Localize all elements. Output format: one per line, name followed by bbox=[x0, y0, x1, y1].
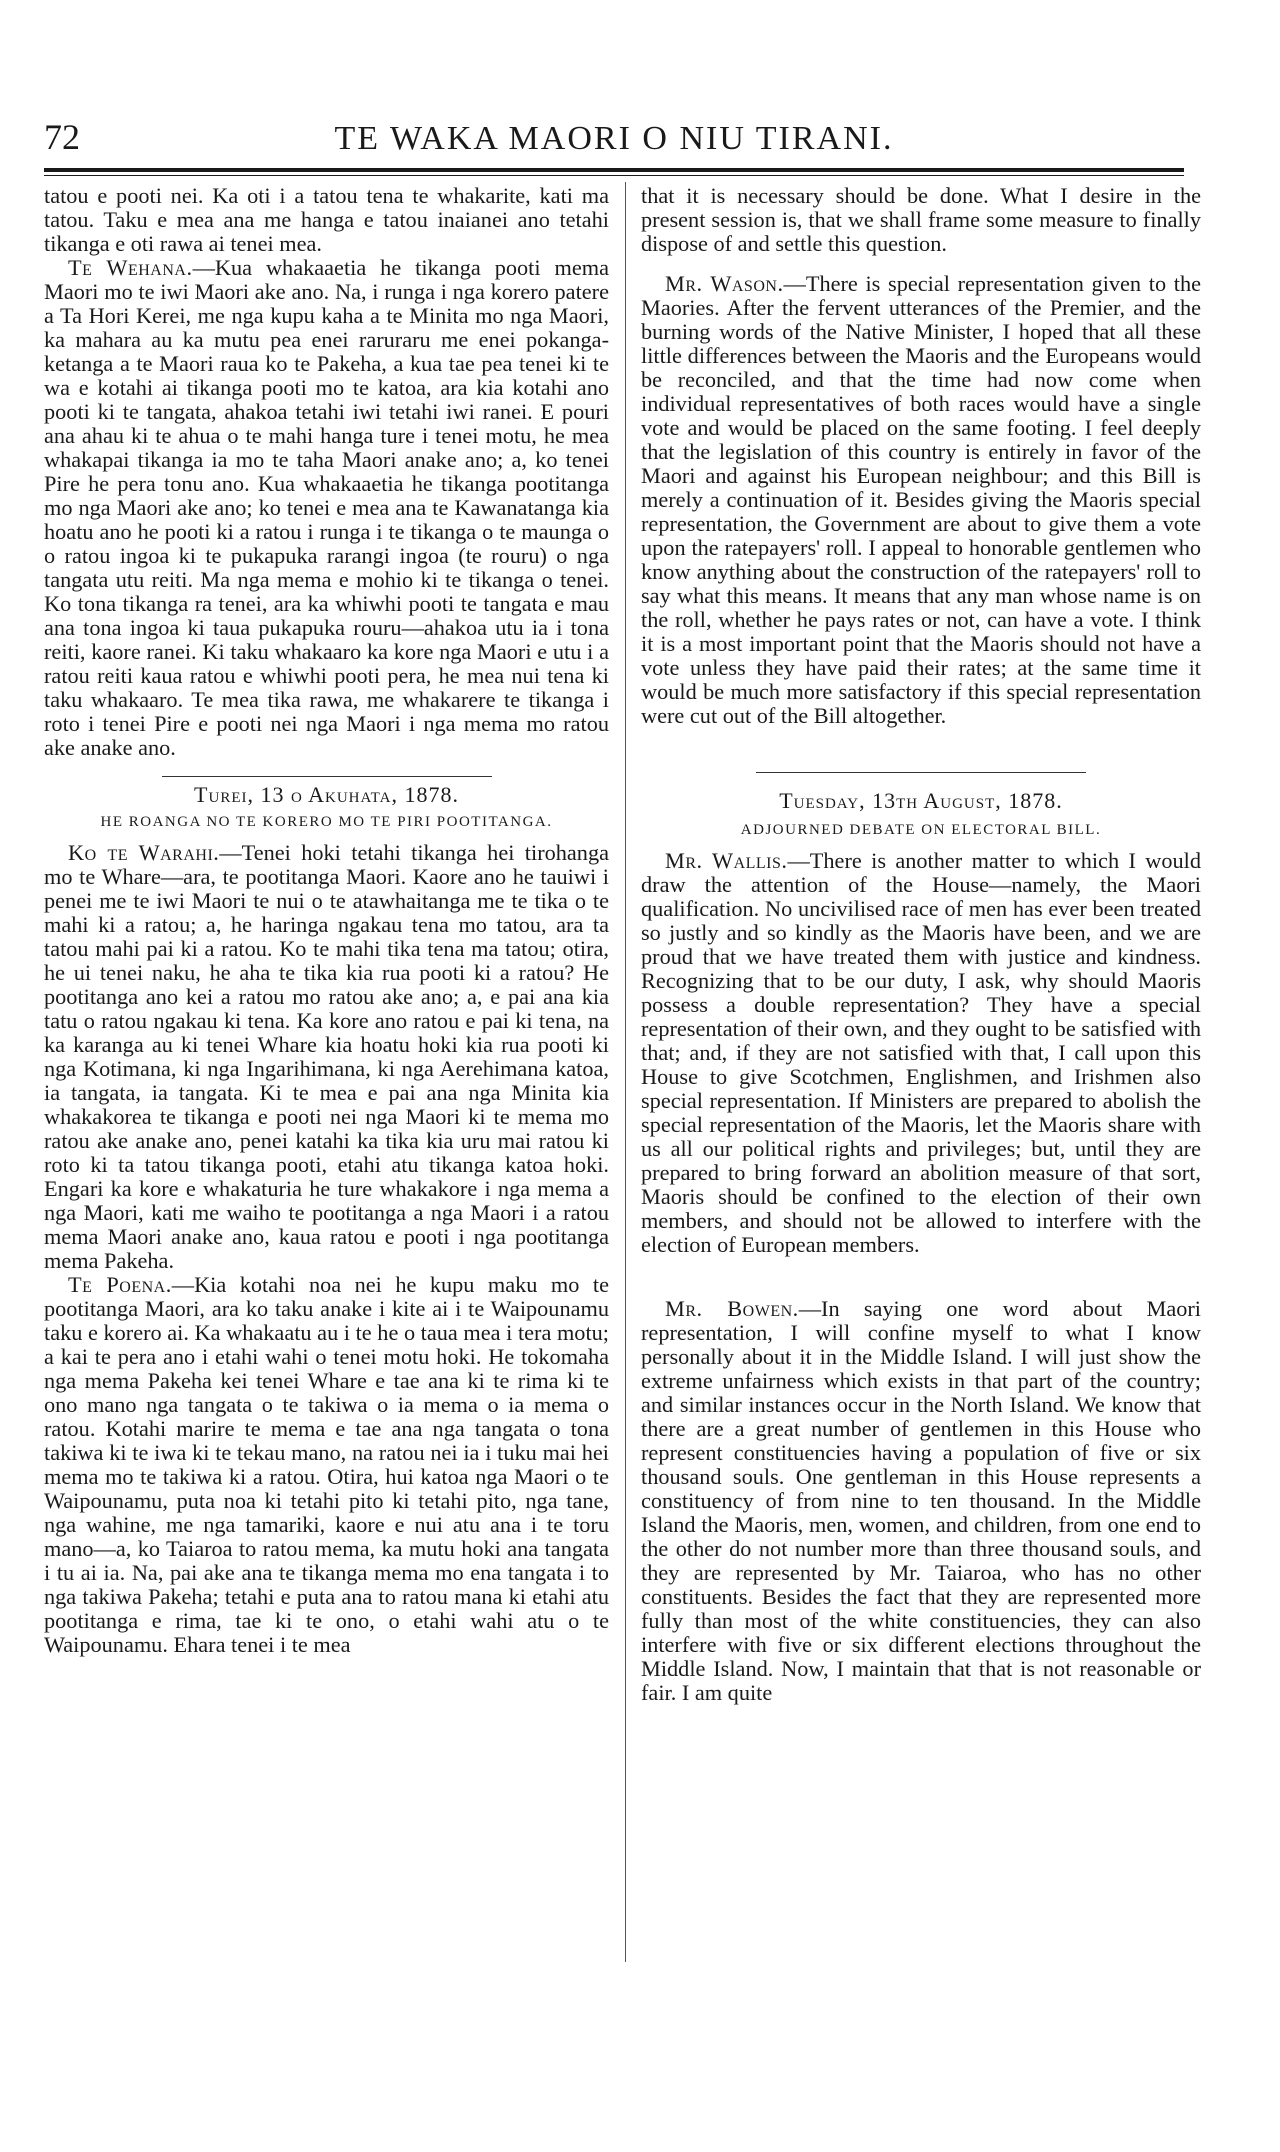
page-number: 72 bbox=[44, 117, 80, 157]
left-column bbox=[44, 184, 609, 1657]
speaker-name: Te Poena. bbox=[68, 1272, 172, 1297]
sub-heading: HE ROANGA NO TE KORERO MO TE PIRI POOTITANGA. bbox=[100, 814, 553, 830]
date-heading: Turei, 13 o Akuhata, 1878. bbox=[194, 782, 459, 807]
right-paragraph-2 bbox=[641, 272, 1201, 728]
speech-text: —There is special representation given to the Maories. After the fervent utterances of the Premier, and the burning words of the Native Minister, I hoped that all these little differences between the Maoris and the Europeans would be reconciled, and that the time had now come when individual representatives of both races would have a single vote and would be placed on the same footing. I feel deeply that the legislation of this country is entirely in favor of the Maori and against his European neighbour; and this Bill is merely a continuation of it. Besides giving the Maoris special representation, the Government are about to give them a vote upon the ratepayers' roll. I appeal to honorable gentlemen who know anything about the construction of the ratepayers' roll to say what this means. It means that any man whose name is on the roll, whether he pays rates or not, can have a vote. I think it is a most important point that the Maoris should not have a vote unless they have paid their rates; at the same time it would be much more satisfactory if this special representation were cut out of the Bill altogether. bbox=[641, 271, 1201, 728]
speaker-name: Mr. Bowen. bbox=[665, 1296, 799, 1321]
left-paragraph-4 bbox=[44, 1273, 609, 1657]
column-divider bbox=[625, 182, 626, 1962]
section-rule bbox=[162, 776, 492, 777]
speech-text: —In saying one word about Maori representation, I will confine myself to what I know personally about it in the Middle Island. I will just show the extreme unfairness which exists in that part of the country; and similar instances occur in the North Island. We know that there are a great number of gentlemen in this House who represent constituencies having a population of five or six thousand souls. One gentleman in this House represents a constituency of from nine to ten thousand. In the Middle Island the Maoris, men, women, and children, from one end to the other do not number more than three thousand souls, and they are represented by Mr. Taiaroa, who has no other constituents. Besides the fact that they are represented more fully than most of the white constituencies, they can also interfere with five or six different elections throughout the Middle Island. Now, I maintain that that is not reasonable or fair. I am quite bbox=[641, 1296, 1202, 1705]
speaker-name: Ko te Warahi. bbox=[68, 840, 220, 865]
header-rule-thick bbox=[44, 168, 1184, 172]
speech-text: —Tenei hoki tetahi tikanga hei tirohanga mo te Whare—ara, te pootitanga Maori. Kaore ano he tauiwi i penei me te iwi Maori te nui o te atawhaitanga me te tika o te mahi ki a ratou; a, he haringa ngakau tena mo tatou, ara ta tatou mahi pai ki a ratou. Ko te mahi tika tena ma tatou; otira, he ui tenei naku, he aha te tika kia rua pooti ki a ratou? He pootitanga ano kei a ratou mo ratou ake ano; a, e pai ana kia tatu o ratou ngakau ki tena. Ka kore ano ratou e pai ki tena, na ka karanga au ki tenei Whare kia hoatu hoki kia rua pooti ki nga Kotimana, ki nga Ingarihimana, ki nga Aerehimana katoa, ia tangata, ia tangata. Ki te mea e pai ana nga Minita kia whakakorea te tikanga e pooti nei nga Maori ki te mema mo ratou ake anake ano, penei katahi ka tika kia uru mai ratou ki roto ki ta tatou tikanga pooti, etahi atu tikanga katoa hoki. Engari ka kore e whakaturia he ture whakakore i nga mema a nga Maori, kati me waiho te pootitanga a nga Maori i a ratou mema Maori anake ano, kaua ratou e pooti i nga pootitanga mema Pakeha. bbox=[44, 840, 610, 1273]
header-rule-thin bbox=[44, 175, 1184, 176]
left-paragraph-3 bbox=[44, 841, 609, 1273]
speaker-name: Te Wehana. bbox=[68, 255, 193, 280]
right-paragraph-3 bbox=[641, 849, 1201, 1257]
running-title: TE WAKA MAORI O NIU TIRANI. bbox=[334, 120, 894, 157]
date-heading: Tuesday, 13th August, 1878. bbox=[779, 788, 1063, 813]
speech-text: —Kia kotahi noa nei he kupu maku mo te pootitanga Maori, ara ko taku anake i kite ai i te Waipounamu taku e korero ai. Ka whakaatu au i te he o taua mea i tera motu; a kai te pera ano i etahi wahi o tenei motu hoki. He tokomaha nga mema Pakeha kei tenei Whare e tae ana ki te rima ki te ono mano nga tangata o te takiwa o ia mema o ia mema o ratou. Kotahi marire te mema e tae ana nga tangata o tona takiwa ki te iwa ki te tekau mano, na ratou nei ia i tuku mai hei mema mo te takiwa ki a ratou. Otira, hui katoa nga Maori o te Waipounamu, puta noa ki tetahi pito ki tetahi pito, nga tane, nga wahine, me nga tamariki, kaore e nui atu ana i te toru mano—a, ko Taiaroa to ratou mema, ka mutu hoki ana tangata i tu ai ia. Na, pai ake ana te tikanga mema mo ena tangata i to nga takiwa Pakeha; tetahi e puta ana to ratou mana ki etahi atu pootitanga e rima, tae ki te ono, o etahi wahi atu o te Waipounamu. Ehara tenei i te mea bbox=[44, 1272, 609, 1657]
sub-heading: ADJOURNED DEBATE ON ELECTORAL BILL. bbox=[740, 822, 1102, 838]
left-paragraph-2 bbox=[44, 256, 609, 760]
right-column bbox=[641, 184, 1201, 1705]
section-rule bbox=[756, 772, 1086, 773]
right-paragraph-1: that it is necessary should be done. What I desire in the present session is, that we shall frame some measure to finally dispose of and settle this question. bbox=[641, 183, 1201, 256]
speaker-name: Mr. Wason. bbox=[665, 271, 784, 296]
left-paragraph-1: tatou e pooti nei. Ka oti i a tatou tena te whakarite, kati ma tatou. Taku e mea ana me hanga e tatou inaianei ano tetahi tikanga e oti rawa ai tenei mea. bbox=[44, 183, 609, 256]
right-paragraph-4 bbox=[641, 1297, 1201, 1705]
speech-text: —There is another matter to which I would draw the attention of the House—namely, the Maori qualification. No uncivilised race of men has ever been treated so justly and so kindly as the Maoris have been, and we are proud that we have treated them with justice and kindness. Recognizing that to be our duty, I ask, why should Maoris possess a double representation? They have a special representation of their own, and they ought to be satisfied with that; and, if they are not satisfied with that, I call upon this House to give Scotchmen, Englishmen, and Irishmen also special representation. If Ministers are prepared to abolish the special representation of the Maoris, let the Maoris share with us all our political rights and privileges; but, until they are prepared to bring forward an abolition measure of that sort, Maoris should be confined to the election of their own members, and should not be allowed to interfere with the election of European members. bbox=[641, 848, 1201, 1257]
speaker-name: Mr. Wallis. bbox=[665, 848, 788, 873]
page-header bbox=[44, 112, 1184, 162]
speech-text: —Kua whakaaetia he tikanga pooti mema Maori mo te iwi Maori ake ano. Na, i runga i nga korero patere a Ta Hori Kerei, me nga kupu kaha a te Minita mo nga Maori, ka mahara au ka mutu pea enei raruraru me enei pokanga-ketanga a te Maori raua ko te Pakeha, a kua tae pea tenei ki te wa e kotahi ai tikanga pooti mo te katoa, ara kia kotahi ano pooti ki te tangata, ahakoa tetahi iwi tetahi iwi ranei. E pouri ana ahau ki te ahua o te mahi hanga ture i tenei motu, he mea whakapai tikanga ia mo te taha Maori anake ano; a, ko tenei Pire he pera tonu ano. Kua whakaaetia he tikanga pootitanga mo nga Maori ake ano; ko tenei e mea ana te Kawanatanga kia hoatu ano he pooti ki a ratou i runga i te tikanga o te maunga o o ratou ingoa ki te pukapuka rarangi ingoa (te rouru) o nga tangata utu reiti. Ma nga mema e mohio ki te tikanga o tenei. Ko tona tikanga ra tenei, ara ka whiwhi pooti te tangata e mau ana tona ingoa ki taua pukapuka rouru—ahakoa utu ia i tona reiti, kaore ranei. Ki taku whakaaro ka kore nga Maori e utu i a ratou reiti kaua ratou e whiwhi pooti pera, he mea nui tena ki taku whakaaro. Te mea tika rawa, me whakarere te tikanga i roto i tenei Pire e pooti nei nga Maori i nga mema mo ratou ake anake ano. bbox=[44, 255, 609, 760]
